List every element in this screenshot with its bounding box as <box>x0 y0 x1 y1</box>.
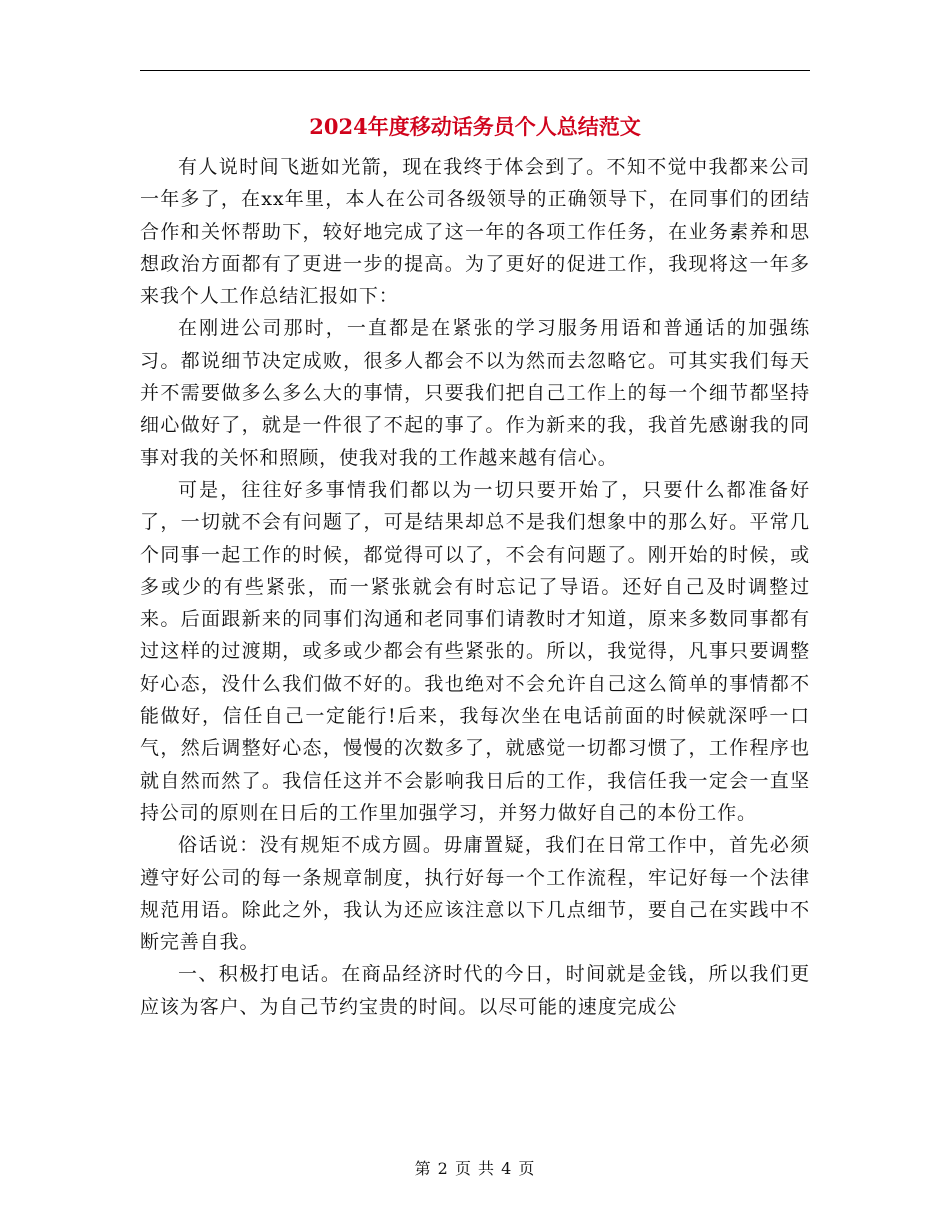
paragraph: 俗话说：没有规矩不成方圆。毋庸置疑，我们在日常工作中，首先必须遵守好公司的每一条规章制度，执行好每一个工作流程，牢记好每一个法律规范用语。除此之外，我认为还应该注意以下几点细节，要自己在实践中不断完善自我。 <box>140 834 810 954</box>
header-rule <box>140 70 810 71</box>
document-body <box>140 151 810 1023</box>
document-title: 2024年度移动话务员个人总结范文 <box>309 114 641 139</box>
paragraph: 在刚进公司那时，一直都是在紧张的学习服务用语和普通话的加强练习。都说细节决定成败，很多人都会不以为然而去忽略它。可其实我们每天并不需要做多么多么大的事情，只要我们把自己工作上的每一个细节都坚持细心做好了，就是一件很了不起的事了。作为新来的我，我首先感谢我的同事对我的关怀和照顾，使我对我的工作越来越有信心。 <box>140 317 810 469</box>
paragraph: 有人说时间飞逝如光箭，现在我终于体会到了。不知不觉中我都来公司一年多了，在xx年里，本人在公司各级领导的正确领导下，在同事们的团结合作和关怀帮助下，较好地完成了这一年的各项工作任务，在业务素养和思想政治方面都有了更进一步的提高。为了更好的促进工作，我现将这一年多来我个人工作总结汇报如下： <box>140 156 810 308</box>
page-footer: 第 2 页 共 4 页 <box>414 1159 536 1178</box>
paragraph: 可是，往往好多事情我们都以为一切只要开始了，只要什么都准备好了，一切就不会有问题了，可是结果却总不是我们想象中的那么好。平常几个同事一起工作的时候，都觉得可以了，不会有问题了。刚开始的时候，或多或少的有些紧张，而一紧张就会有时忘记了导语。还好自己及时调整过来。后面跟新来的同事们沟通和老同事们请教时才知道，原来多数同事都有过这样的过渡期，或多或少都会有些紧张的。所以，我觉得，凡事只要调整好心态，没什么我们做不好的。我也绝对不会允许自己这么简单的事情都不能做好，信任自己一定能行!后来，我每次坐在电话前面的时候就深呼一口气，然后调整好心态，慢慢的次数多了，就感觉一切都习惯了，工作程序也就自然而然了。我信任这并不会影响我日后的工作，我信任我一定会一直坚持公司的原则在日后的工作里加强学习，并努力做好自己的本份工作。 <box>140 478 810 824</box>
paragraph: 一、积极打电话。在商品经济时代的今日，时间就是金钱，所以我们更应该为客户、为自己节约宝贵的时间。以尽可能的速度完成公 <box>140 963 810 1018</box>
